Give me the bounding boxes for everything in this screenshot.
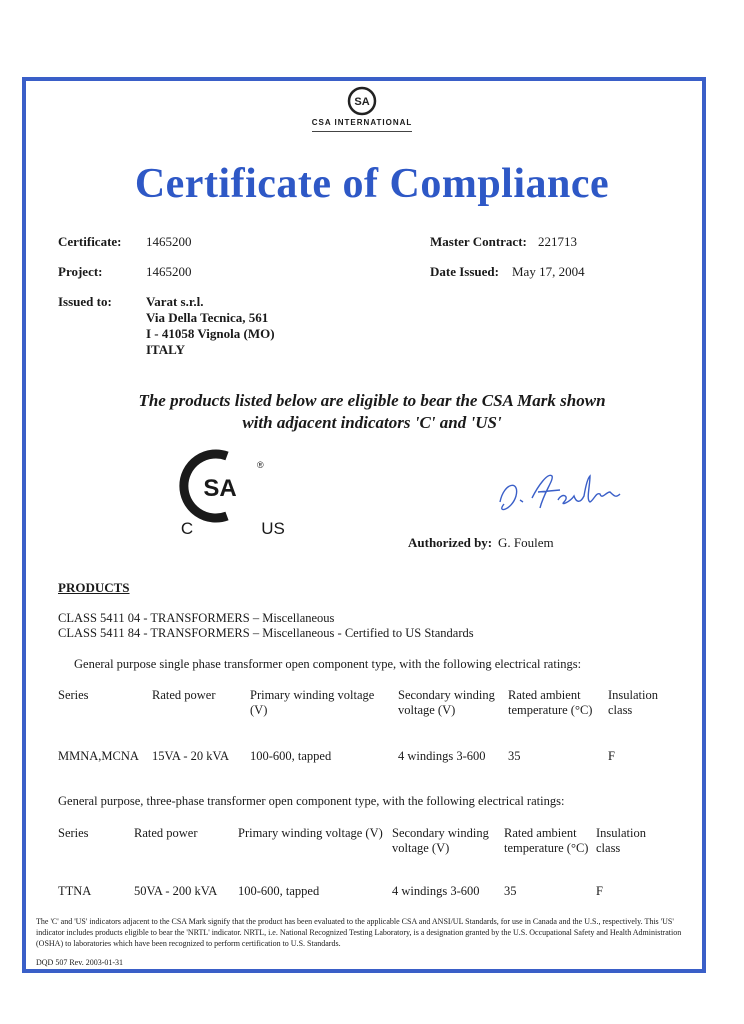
date-issued-value: May 17, 2004 bbox=[512, 264, 585, 279]
products-heading: PRODUCTS bbox=[58, 580, 130, 595]
address-line: Varat s.r.l. bbox=[146, 294, 204, 309]
table2-cell: 35 bbox=[504, 884, 517, 898]
issued-to-address bbox=[146, 294, 275, 358]
signature-icon bbox=[490, 462, 630, 522]
table1-cell: 35 bbox=[508, 749, 521, 763]
svg-text:SA: SA bbox=[203, 475, 237, 502]
organization-name: CSA INTERNATIONAL bbox=[311, 118, 413, 127]
table2-header: Insulation class bbox=[596, 826, 646, 855]
mark-indicator-c: C bbox=[180, 519, 194, 538]
table1-cell: MMNA,MCNA bbox=[58, 749, 139, 763]
address-line: I - 41058 Vignola (MO) bbox=[146, 326, 275, 341]
address-line: Via Della Tecnica, 561 bbox=[146, 310, 269, 325]
master-contract-number: 221713 bbox=[538, 234, 577, 249]
table1-cell: F bbox=[608, 749, 615, 763]
table1-header: Primary winding voltage (V) bbox=[250, 688, 375, 717]
table1-header: Insulation class bbox=[608, 688, 658, 717]
address-line: ITALY bbox=[146, 342, 186, 357]
three-phase-note: General purpose, three-phase transformer open component type, with the following electrical ratings: bbox=[58, 794, 565, 808]
form-identifier: DQD 507 Rev. 2003-01-31 bbox=[36, 958, 124, 967]
table2-cell: 4 windings 3-600 bbox=[392, 884, 480, 898]
csa-cus-mark-icon bbox=[165, 448, 285, 538]
authorized-by-name: G. Foulem bbox=[498, 535, 554, 550]
org-underline bbox=[312, 131, 412, 132]
eligibility-line: with adjacent indicators 'C' and 'US' bbox=[242, 413, 502, 432]
certificate-label: Certificate: bbox=[58, 234, 122, 249]
mark-registered: ® bbox=[257, 460, 264, 470]
table2-cell: 50VA - 200 kVA bbox=[134, 884, 218, 898]
table2-header: Primary winding voltage (V) bbox=[238, 826, 383, 840]
product-class: CLASS 5411 84 - TRANSFORMERS – Miscellaneous - Certified to US Standards bbox=[58, 626, 474, 640]
master-contract-label: Master Contract: bbox=[430, 234, 527, 249]
table1-header: Rated ambient temperature (°C) bbox=[508, 688, 593, 717]
single-phase-note: General purpose single phase transformer open component type, with the following electrical ratings: bbox=[74, 657, 582, 671]
project-number: 1465200 bbox=[146, 264, 192, 279]
table2-header: Rated power bbox=[134, 826, 198, 840]
table1-cell: 4 windings 3-600 bbox=[398, 749, 486, 763]
mark-indicator-us: US bbox=[261, 519, 285, 538]
footer-disclaimer: The 'C' and 'US' indicators adjacent to the CSA Mark signify that the product has been evaluated to the applicable CSA and ANSI/UL Standards, for use in Canada and the U.S., respectively. This 'US' indicator includes products eligible to bear the 'NRTL' indicator. NRTL, i.e. National Recognized Testing Laboratory, is a designation granted by the U.S. Occupational Safety and Health Administration (OSHA) to laboratories which have been recognized to perform certification to U.S. Standards. bbox=[36, 917, 682, 948]
certificate-number: 1465200 bbox=[146, 234, 192, 249]
table1-header: Series bbox=[58, 688, 89, 702]
table1-header: Rated power bbox=[152, 688, 216, 702]
authorized-by-label: Authorized by: bbox=[408, 535, 493, 550]
table2-cell: F bbox=[596, 884, 603, 898]
eligibility-statement bbox=[40, 390, 704, 434]
csa-logo-icon bbox=[347, 86, 377, 116]
table2-header: Series bbox=[58, 826, 89, 840]
issued-to-label: Issued to: bbox=[58, 294, 112, 309]
table2-cell: 100-600, tapped bbox=[238, 884, 320, 898]
table1-cell: 15VA - 20 kVA bbox=[152, 749, 229, 763]
eligibility-line: The products listed below are eligible to bear the CSA Mark shown bbox=[138, 391, 606, 410]
table2-header: Rated ambient temperature (°C) bbox=[504, 826, 589, 855]
date-issued-label: Date Issued: bbox=[430, 264, 499, 279]
table2-header: Secondary winding voltage (V) bbox=[392, 826, 489, 855]
table1-cell: 100-600, tapped bbox=[250, 749, 332, 763]
product-class: CLASS 5411 04 - TRANSFORMERS – Miscellaneous bbox=[58, 611, 335, 625]
project-label: Project: bbox=[58, 264, 103, 279]
table1-header: Secondary winding voltage (V) bbox=[398, 688, 495, 717]
svg-text:SA: SA bbox=[354, 96, 370, 108]
certificate-title: Certificate of Compliance bbox=[134, 161, 610, 207]
table2-cell: TTNA bbox=[58, 884, 92, 898]
